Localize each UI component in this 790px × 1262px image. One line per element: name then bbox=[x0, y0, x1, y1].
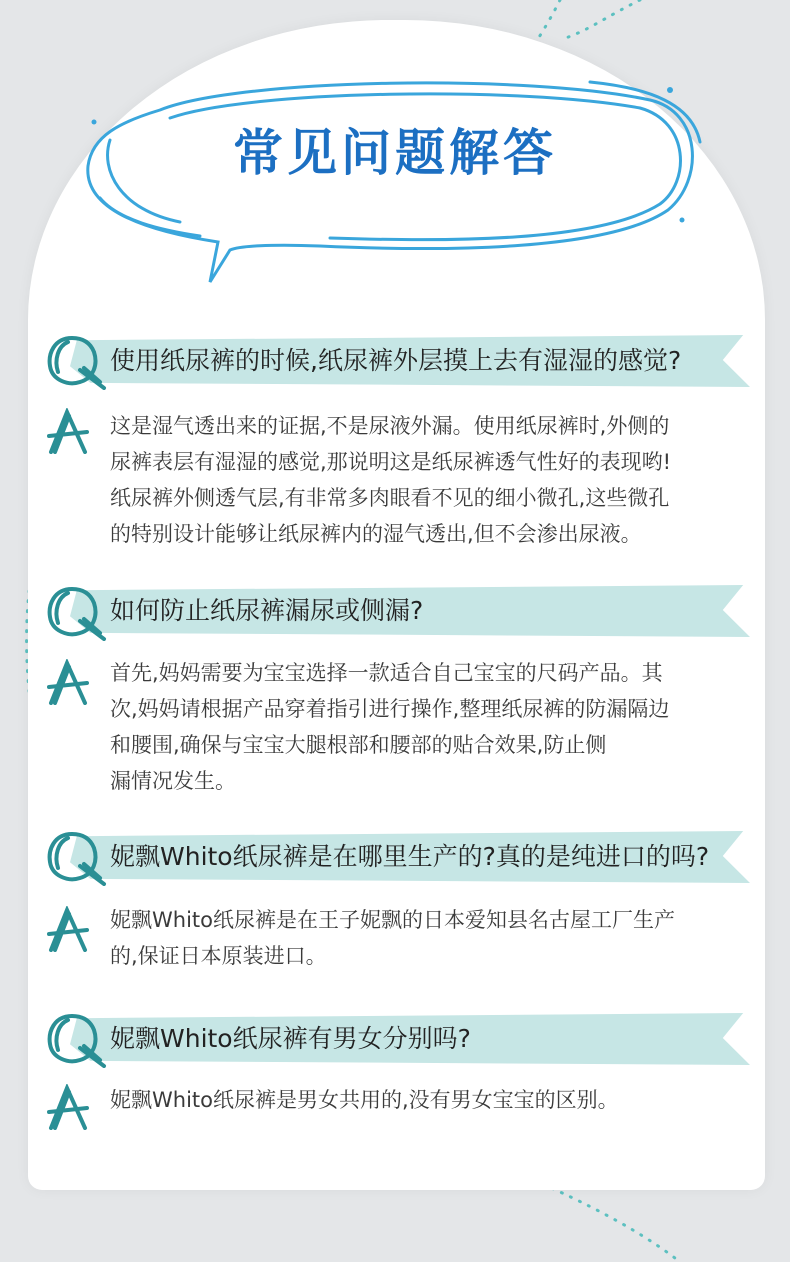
page-title: 常见问题解答 bbox=[233, 124, 557, 182]
answer-line: 漏情况发生。 bbox=[110, 769, 236, 793]
answer-line: 次,妈妈请根据产品穿着指引进行操作,整理纸尿裤的防漏隔边 bbox=[110, 697, 670, 721]
a-letter-icon bbox=[45, 408, 91, 454]
question-text: 如何防止纸尿裤漏尿或侧漏? bbox=[110, 596, 424, 625]
answer-line: 的特别设计能够让纸尿裤内的湿气透出,但不会渗出尿液。 bbox=[110, 522, 642, 546]
answer-line: 尿裤表层有湿湿的感觉,那说明这是纸尿裤透气性好的表现哟! bbox=[110, 450, 672, 474]
answer-line: 首先,妈妈需要为宝宝选择一款适合自己宝宝的尺码产品。其 bbox=[110, 661, 663, 685]
a-letter-icon bbox=[45, 906, 91, 952]
q-letter-icon bbox=[42, 1008, 112, 1068]
answer-text bbox=[110, 1082, 730, 1118]
answer-text bbox=[110, 655, 730, 799]
answer-line: 妮飘Whito纸尿裤是男女共用的,没有男女宝宝的区别。 bbox=[110, 1088, 619, 1112]
a-letter-icon bbox=[45, 1084, 91, 1130]
a-letter-icon bbox=[45, 659, 91, 705]
q-letter-icon bbox=[42, 826, 112, 886]
answer-line: 妮飘Whito纸尿裤是在王子妮飘的日本爱知县名古屋工厂生产 bbox=[110, 908, 675, 932]
answer-line: 和腰围,确保与宝宝大腿根部和腰部的贴合效果,防止侧 bbox=[110, 733, 607, 757]
question-text: 妮飘Whito纸尿裤有男女分别吗? bbox=[110, 1024, 471, 1053]
q-letter-icon bbox=[42, 330, 112, 390]
question-text: 使用纸尿裤的时候,纸尿裤外层摸上去有湿湿的感觉? bbox=[110, 346, 682, 375]
answer-line: 这是湿气透出来的证据,不是尿液外漏。使用纸尿裤时,外侧的 bbox=[110, 414, 670, 438]
question-text: 妮飘Whito纸尿裤是在哪里生产的?真的是纯进口的吗? bbox=[110, 842, 710, 871]
answer-line: 纸尿裤外侧透气层,有非常多肉眼看不见的细小微孔,这些微孔 bbox=[110, 486, 670, 510]
answer-line: 的,保证日本原装进口。 bbox=[110, 944, 327, 968]
answer-text bbox=[110, 902, 730, 974]
q-letter-icon bbox=[42, 581, 112, 641]
answer-text bbox=[110, 408, 730, 552]
